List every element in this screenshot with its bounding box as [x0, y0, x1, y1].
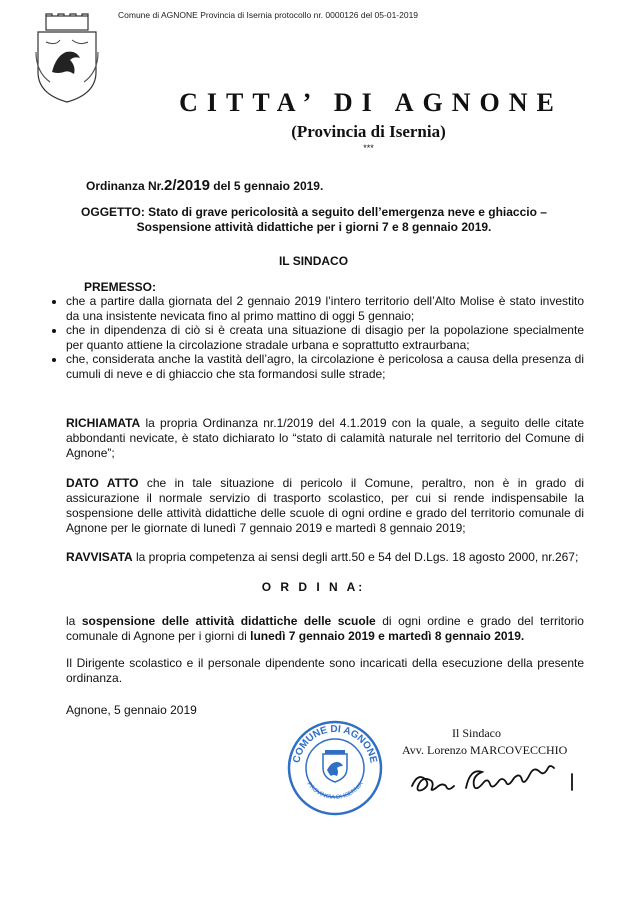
- province-subtitle: (Provincia di Isernia): [291, 122, 446, 141]
- premesso-list: [44, 294, 584, 381]
- place-date: Agnone, 5 gennaio 2019: [66, 703, 197, 717]
- svg-text:COMUNE DI AGNONE: [291, 724, 378, 764]
- subject-line-2: Sospensione attività didattiche per i giorni 7 e 8 gennaio 2019.: [136, 220, 492, 234]
- dirigente-paragraph: Il Dirigente scolastico e il personale dipendente sono incaricati della esecuzione della presente ordinanza.: [66, 656, 584, 685]
- richiamata-paragraph: RICHIAMATA la propria Ordinanza nr.1/2019 del 4.1.2019 con la quale, a seguito delle citate abbondanti nevicate, è stato dichiarato lo “stato di calamità naturale nel territorio del Comune di Agnone”;: [66, 416, 584, 460]
- separator-stars: ***: [363, 143, 374, 153]
- sospensione-paragraph: la sospensione delle attività didattiche delle scuole di ogni ordine e grado del territorio comunale di Agnone per i giorni di lunedì 7 gennaio 2019 e martedì 8 gennaio 2019.: [66, 614, 584, 643]
- list-item: • che a partire dalla giornata del 2 gennaio 2019 l’intero territorio dell’Alto Molise è stato investito da una insistente nevicata fino al primo mattino di oggi 5 gennaio;: [66, 294, 584, 323]
- stamp-bottom-text: PROVINCIA DI ISERNIA: [305, 781, 365, 801]
- il-sindaco-heading: IL SINDACO: [278, 254, 349, 268]
- signature-name: Avv. Lorenzo MARCOVECCHIO: [402, 743, 568, 757]
- subject-block: [44, 205, 584, 235]
- stamp-top-text: COMUNE DI AGNONE: [291, 723, 379, 765]
- ordina-heading: O R D I N A:: [261, 580, 366, 594]
- list-item: • che in dipendenza di ciò si è creata una situazione di disagio per la popolazione specialmente per quanto attiene la circolazione stradale urbana e soprattutto extraurbana;: [66, 323, 584, 352]
- premesso-label: PREMESSO:: [84, 280, 157, 294]
- subject-line-1: OGGETTO: Stato di grave pericolosità a seguito dell’emergenza neve e ghiaccio –: [81, 205, 547, 219]
- signature-title: Il Sindaco: [452, 726, 501, 740]
- ordinance-number: Ordinanza Nr.2/2019 del 5 gennaio 2019.: [86, 177, 324, 194]
- municipal-stamp-icon: [285, 718, 385, 818]
- city-title: CITTA’ DI AGNONE: [179, 88, 563, 117]
- protocol-header: Comune di AGNONE Provincia di Isernia protocollo nr. 0000126 del 05-01-2019: [118, 10, 419, 20]
- handwritten-signature-icon: [404, 760, 584, 800]
- list-item: • che, considerata anche la vastità dell’agro, la circolazione è pericolosa a causa della presenza di cumuli di neve e di ghiaccio che sta formandosi sulle strade;: [66, 352, 584, 381]
- svg-text:PROVINCIA DI ISERNIA: [305, 781, 364, 801]
- ravvisata-paragraph: RAVVISATA la propria competenza ai sensi degli artt.50 e 54 del D.Lgs. 18 agosto 2000, nr.267;: [66, 550, 579, 564]
- dato-atto-paragraph: DATO ATTO che in tale situazione di pericolo il Comune, peraltro, non è in grado di assicurazione il normale servizio di trasporto scolastico, per cui si rende indispensabile la sospensione delle attività didattiche delle scuole di ogni ordine e grado del territorio comunale di Agnone per le giornate di lunedì 7 gennaio 2019 e martedì 8 gennaio 2019;: [66, 476, 584, 535]
